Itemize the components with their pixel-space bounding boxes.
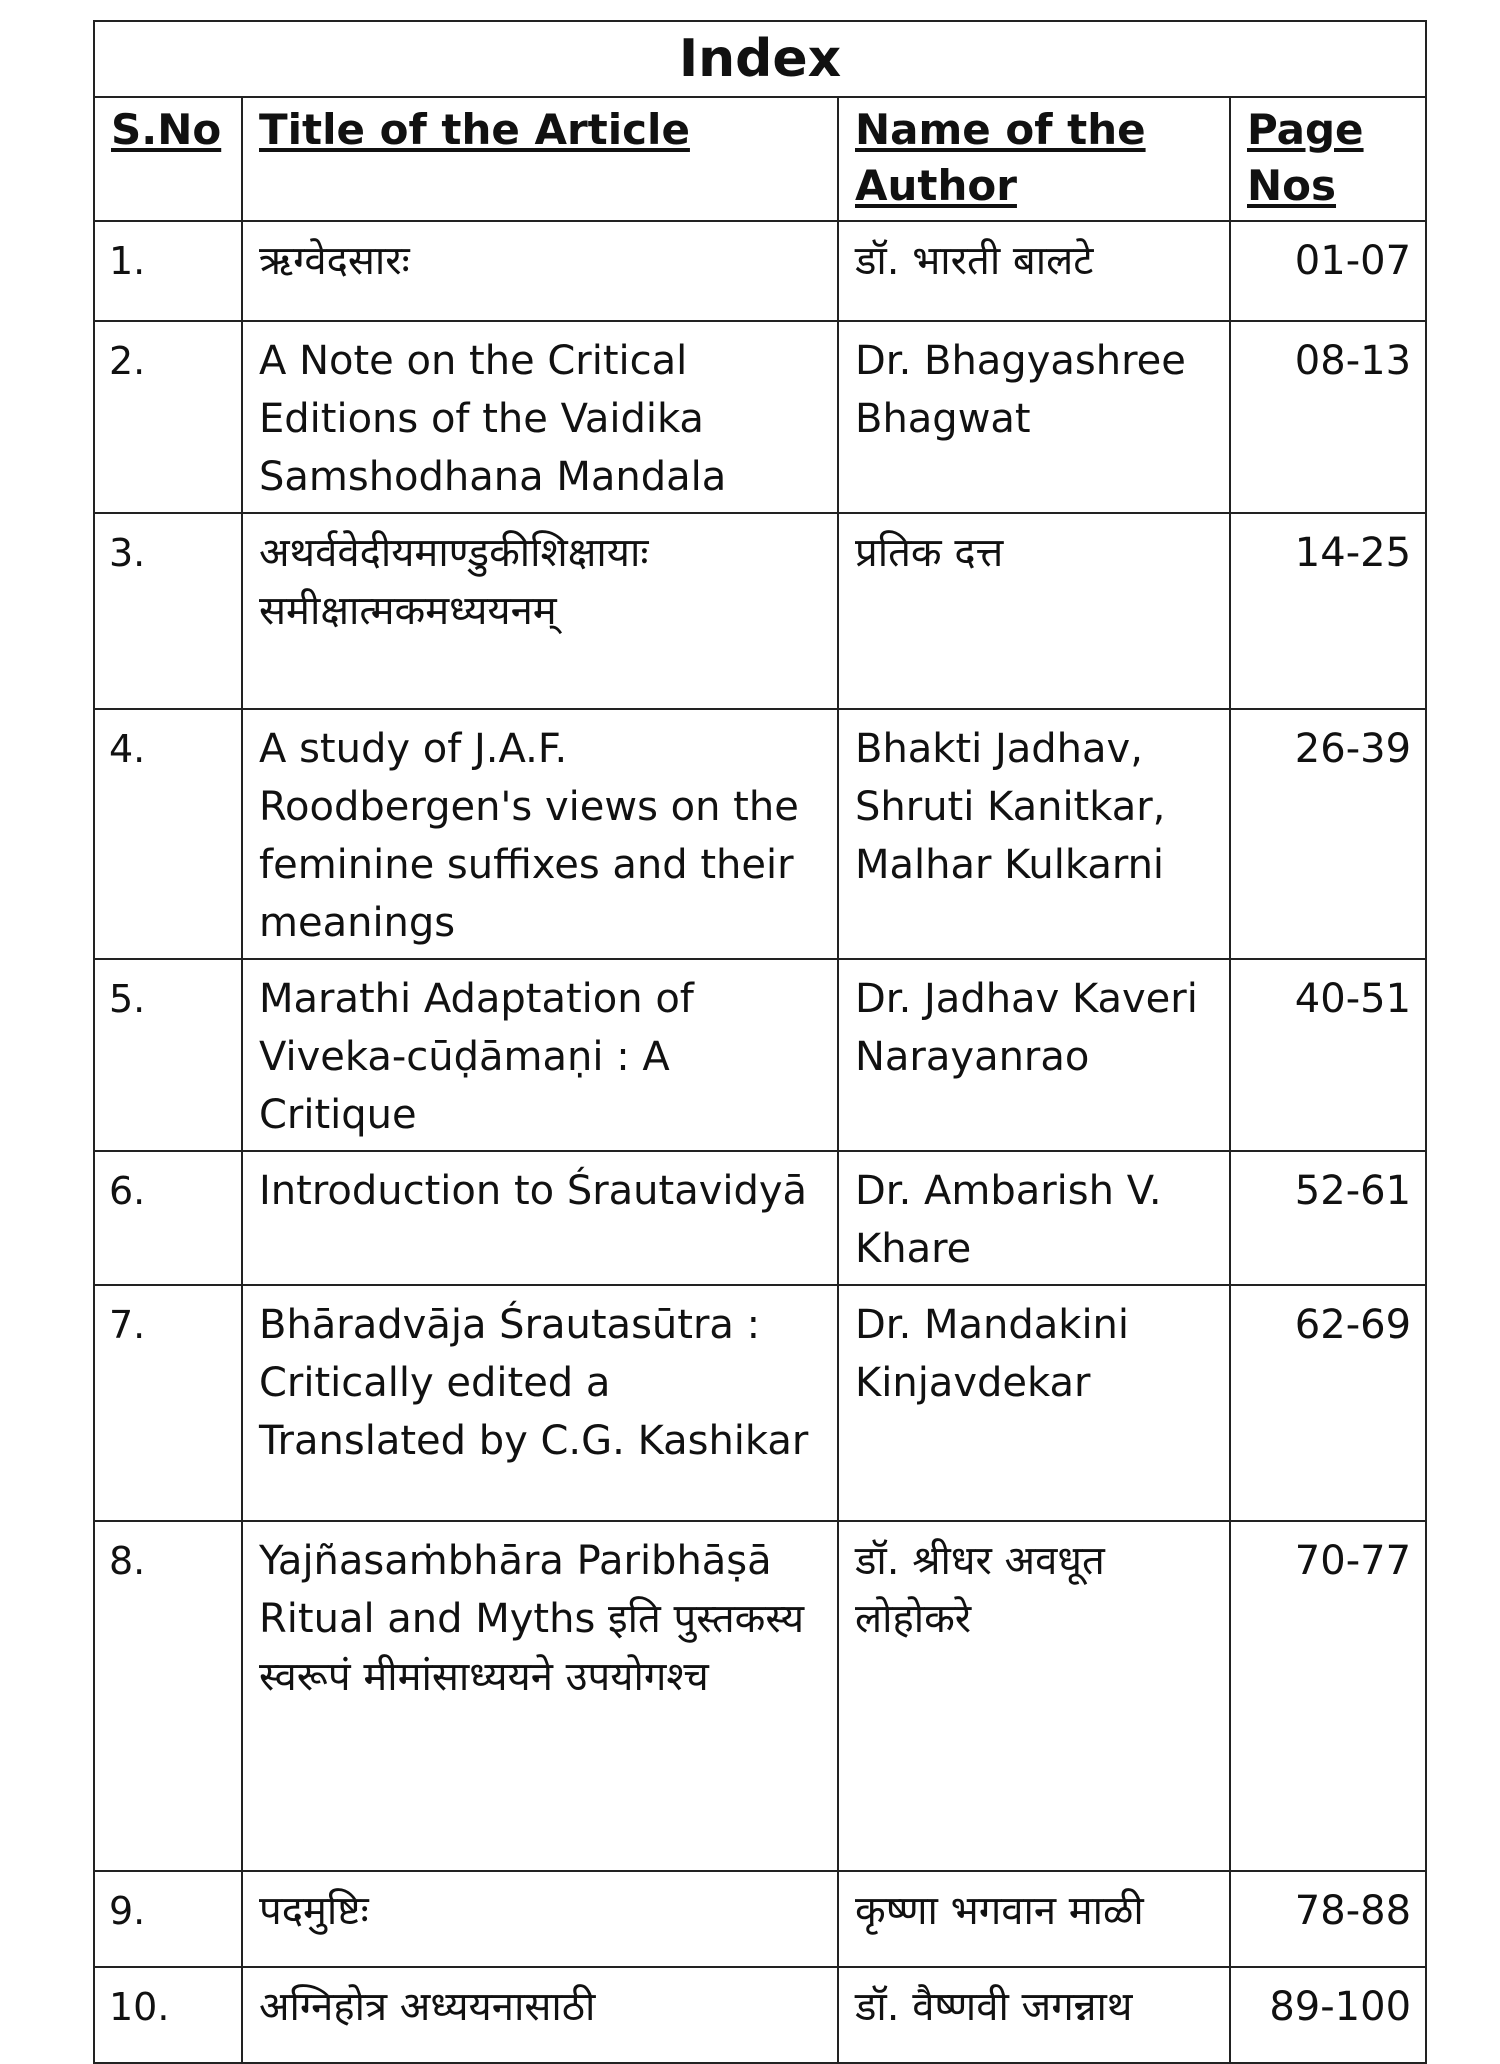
table-row <box>94 1285 1426 1521</box>
row-author: Dr. Jadhav Kaveri Narayanrao <box>838 959 1230 1151</box>
row-sno: 1. <box>94 221 242 321</box>
row-title: Marathi Adaptation of Viveka-cūḍāmaṇi : A Critique <box>242 959 838 1151</box>
header-pages: Page Nos <box>1230 97 1426 221</box>
row-sno: 4. <box>94 709 242 959</box>
row-pages: 26-39 <box>1230 709 1426 959</box>
header-title: Title of the Article <box>242 97 838 221</box>
row-sno: 3. <box>94 513 242 709</box>
index-title: Index <box>94 21 1426 97</box>
row-title: पदमुष्टिः <box>242 1871 838 1967</box>
row-sno: 9. <box>94 1871 242 1967</box>
header-author: Name of the Author <box>838 97 1230 221</box>
row-sno: 2. <box>94 321 242 513</box>
row-sno: 6. <box>94 1151 242 1285</box>
row-author: डॉ. वैष्णवी जगन्नाथ <box>838 1967 1230 2063</box>
row-sno: 5. <box>94 959 242 1151</box>
row-author: Dr. Mandakini Kinjavdekar <box>838 1285 1230 1521</box>
row-pages: 89-100 <box>1230 1967 1426 2063</box>
row-title: Yajñasaṁbhāra Paribhāṣā Ritual and Myths इति पुस्तकस्य स्वरूपं मीमांसाध्ययने उपयोगश्च <box>242 1521 838 1871</box>
index-table <box>93 20 1427 2064</box>
row-author: Bhakti Jadhav, Shruti Kanitkar, Malhar Kulkarni <box>838 709 1230 959</box>
row-title: A study of J.A.F. Roodbergen's views on the feminine suffixes and their meanings <box>242 709 838 959</box>
row-pages: 08-13 <box>1230 321 1426 513</box>
row-author: डॉ. भारती बालटे <box>838 221 1230 321</box>
row-pages: 40-51 <box>1230 959 1426 1151</box>
row-pages: 70-77 <box>1230 1521 1426 1871</box>
row-author: प्रतिक दत्त <box>838 513 1230 709</box>
row-sno: 10. <box>94 1967 242 2063</box>
row-title: A Note on the Critical Editions of the Vaidika Samshodhana Mandala <box>242 321 838 513</box>
table-row <box>94 959 1426 1151</box>
table-row <box>94 1521 1426 1871</box>
row-sno: 8. <box>94 1521 242 1871</box>
row-pages: 78-88 <box>1230 1871 1426 1967</box>
header-sno: S.No <box>94 97 242 221</box>
row-title: Bhāradvāja Śrautasūtra : Critically edited a Translated by C.G. Kashikar <box>242 1285 838 1521</box>
row-author: Dr. Bhagyashree Bhagwat <box>838 321 1230 513</box>
row-title: अथर्ववेदीयमाण्डुकीशिक्षायाः समीक्षात्मकमध्ययनम् <box>242 513 838 709</box>
row-pages: 52-61 <box>1230 1151 1426 1285</box>
row-pages: 01-07 <box>1230 221 1426 321</box>
row-title: ऋग्वेदसारः <box>242 221 838 321</box>
table-row <box>94 321 1426 513</box>
table-row <box>94 1967 1426 2063</box>
table-row <box>94 221 1426 321</box>
row-title: Introduction to Śrautavidyā <box>242 1151 838 1285</box>
row-title: अग्निहोत्र अध्ययनासाठी <box>242 1967 838 2063</box>
row-pages: 14-25 <box>1230 513 1426 709</box>
table-row <box>94 1151 1426 1285</box>
row-author: डॉ. श्रीधर अवधूत लोहोकरे <box>838 1521 1230 1871</box>
row-author: Dr. Ambarish V. Khare <box>838 1151 1230 1285</box>
table-row <box>94 1871 1426 1967</box>
row-pages: 62-69 <box>1230 1285 1426 1521</box>
table-row <box>94 709 1426 959</box>
row-sno: 7. <box>94 1285 242 1521</box>
row-author: कृष्णा भगवान माळी <box>838 1871 1230 1967</box>
table-row <box>94 513 1426 709</box>
